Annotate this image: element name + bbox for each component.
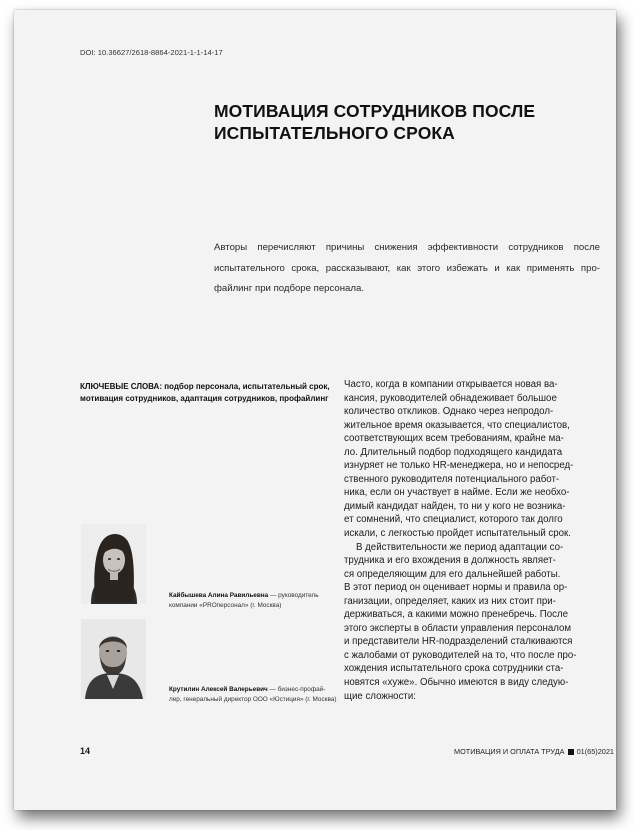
- body-line: В этот период он оценивает нормы и правила ор-: [344, 582, 568, 594]
- author-name: Крутилин Алексей Валерьевич: [169, 686, 268, 693]
- body-line: щие сложности:: [344, 690, 416, 702]
- body-line: ся определяющим для его дальнейшей работы.: [344, 568, 561, 580]
- journal-footer: [454, 747, 614, 756]
- doi-line: DOI: 10.36627/2618-8864-2021-1-1-14-17: [80, 48, 223, 57]
- body-line: хождения испытательного срока сотрудники ста-: [344, 663, 564, 675]
- author-affiliation: компании «PROперсонал» (г. Москва): [169, 601, 282, 609]
- keywords-line: мотивация сотрудников, адаптация сотрудников, профайлинг: [80, 393, 329, 403]
- body-line: жительное время оказывается, что специалистов,: [344, 419, 570, 431]
- body-line: ганизации, определяет, каких из них стоит при-: [344, 595, 556, 607]
- body-line: изнуряет не только HR-менеджера, но и непосред-: [344, 460, 574, 472]
- article-lead: [214, 238, 600, 300]
- author-role: — бизнес-профай-: [267, 686, 326, 693]
- author-role: — руководитель: [268, 592, 319, 599]
- author-photo-kaibysheva: [81, 524, 146, 604]
- author-photo-krutilin: [81, 619, 146, 699]
- body-line: ло. Длительный подбор подходящего кандидата: [344, 446, 563, 458]
- article-title: [214, 100, 594, 144]
- body-line: количество откликов. Однако через непродол-: [344, 406, 554, 418]
- body-line: димый кандидат найден, то ни у кого не возника-: [344, 500, 566, 512]
- body-line: трудника и его вхождения в должность являет-: [344, 555, 556, 567]
- portrait-woman-icon: [81, 524, 146, 604]
- body-line: В действительности же период адаптации со-: [356, 541, 564, 553]
- author-caption-kaibysheva: [169, 591, 344, 610]
- title-line: ИСПЫТАТЕЛЬНОГО СРОКА: [214, 123, 455, 143]
- author-caption-krutilin: [169, 685, 344, 704]
- journal-page: [14, 10, 616, 810]
- keywords: [80, 381, 340, 404]
- body-line: соответствующих всем требованиям, крайне ма-: [344, 433, 564, 445]
- keywords-line: КЛЮЧЕВЫЕ СЛОВА: подбор персонала, испытательный срок,: [80, 382, 330, 391]
- title-line: МОТИВАЦИЯ СОТРУДНИКОВ ПОСЛЕ: [214, 101, 536, 121]
- journal-name: МОТИВАЦИЯ И ОПЛАТА ТРУДА: [454, 747, 565, 756]
- body-line: этого эксперты в области управления персоналом: [344, 622, 572, 634]
- body-line: искали, с легкостью пройдет испытательный срок.: [344, 528, 571, 540]
- body-line: и представители HR-подразделений сталкиваются: [344, 636, 573, 648]
- page-number: 14: [80, 746, 91, 756]
- article-body: [344, 378, 600, 703]
- portrait-man-icon: [81, 619, 146, 699]
- body-line: держиваться, а какими можно пренебречь. После: [344, 609, 569, 621]
- author-affiliation: лер, генеральный директор ООО «Юстиция» (г. Москва): [169, 695, 337, 703]
- author-name: Кайбышева Алина Равильевна: [169, 592, 269, 599]
- body-line: ника, если он участвует в найме. Если же необхо-: [344, 487, 570, 499]
- issue-number: 01(65)2021: [576, 747, 614, 756]
- body-line: кансия, руководителей обнадеживает большое: [344, 392, 557, 404]
- body-line: новятся «хуже». Обычно имеются в виду следую-: [344, 677, 569, 689]
- lead-line: испытательного срока, рассказывают, как этого избежать и как применять про-: [214, 262, 600, 274]
- body-line: Часто, когда в компании открывается новая ва-: [344, 379, 558, 390]
- body-line: ственного руководителя потенциального работ-: [344, 473, 560, 485]
- body-line: с жалобами от руководителей на то, что после про-: [344, 649, 577, 661]
- square-separator-icon: [568, 749, 574, 755]
- body-line: ет сомнений, что специалист, которого так долго: [344, 514, 563, 526]
- lead-line: Авторы перечисляют причины снижения эффективности сотрудников после: [214, 242, 600, 253]
- lead-line: файлинг при подборе персонала.: [214, 283, 364, 294]
